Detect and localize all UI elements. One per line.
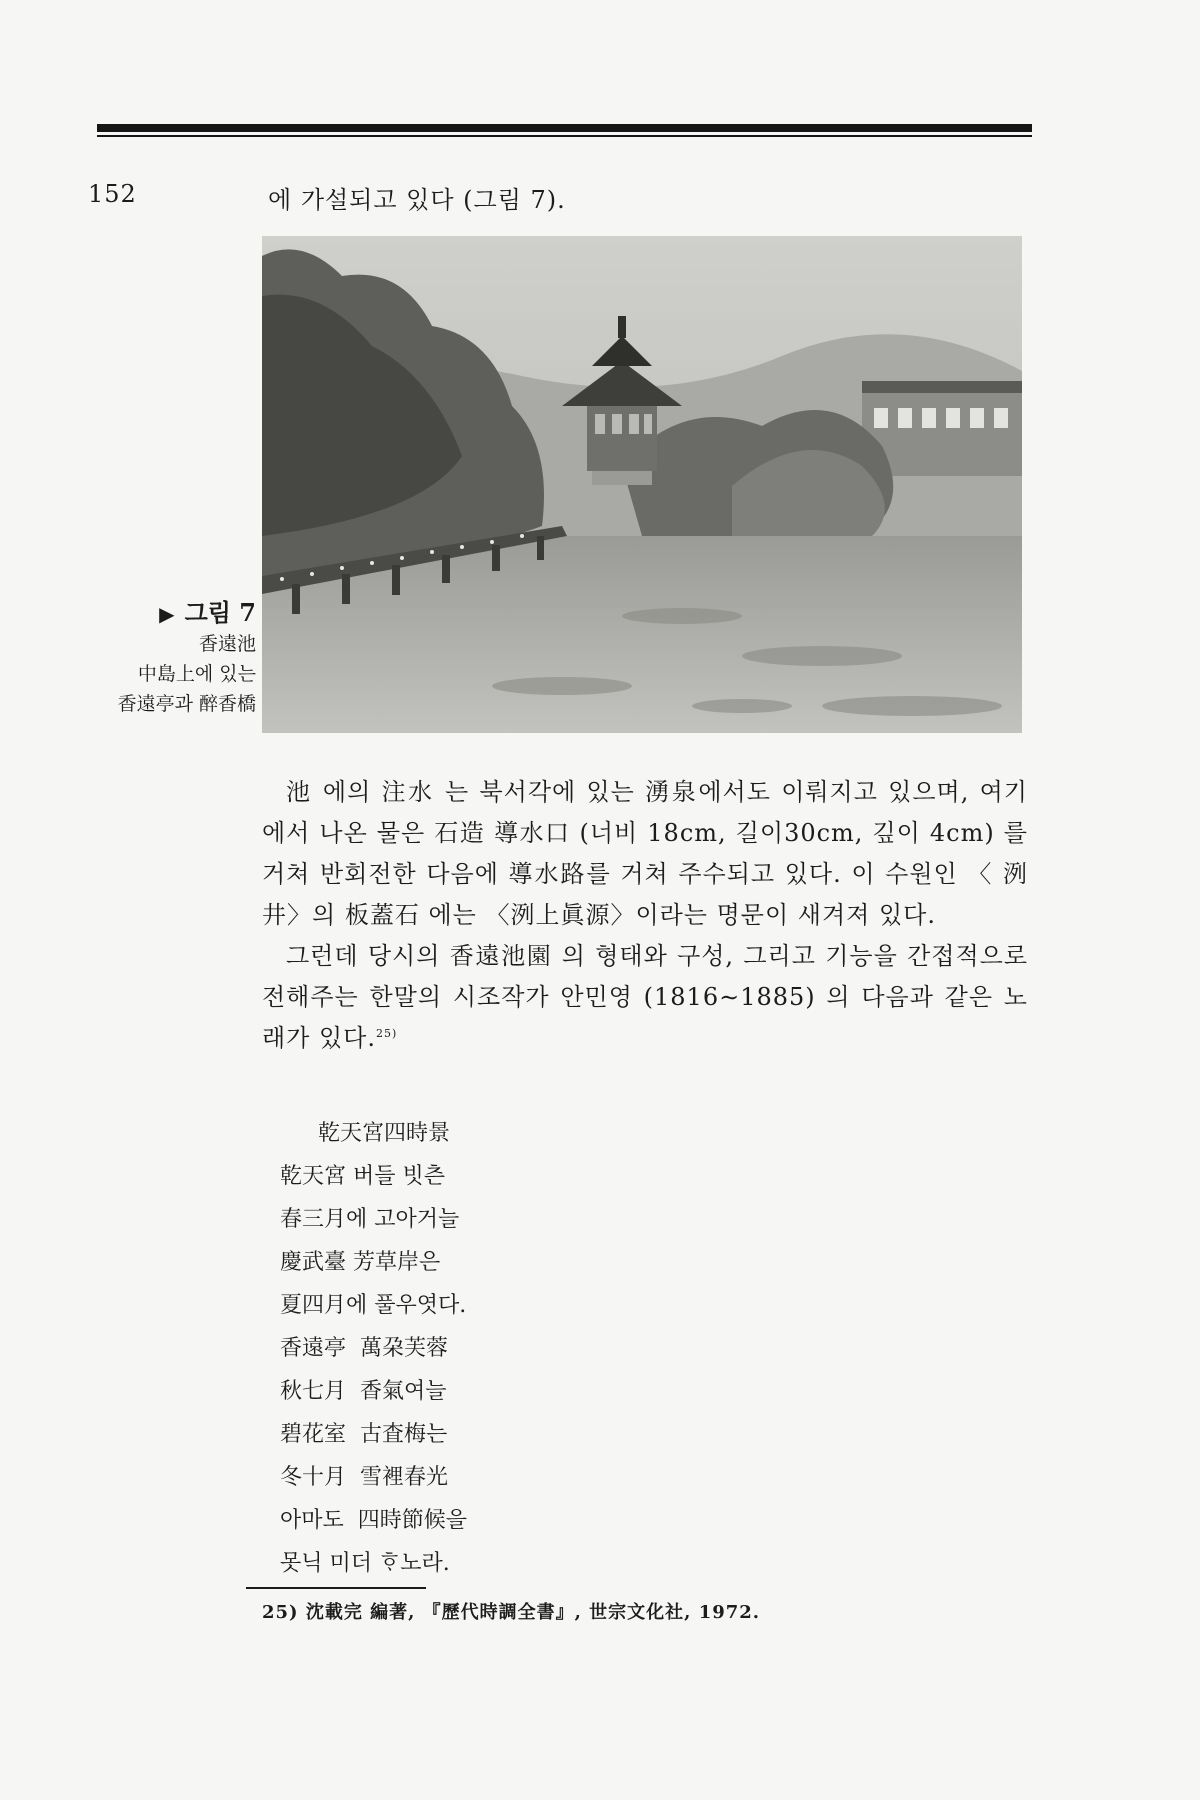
footnote-rule: [246, 1587, 426, 1589]
poem-line: 慶武臺 芳草岸은: [280, 1250, 441, 1275]
poem-line: 乾天宮 버들 빗츤: [280, 1164, 445, 1189]
body-text: [262, 772, 1028, 1059]
poem: [280, 1112, 467, 1585]
poem-line: 夏四月에 풀우엿다.: [280, 1293, 467, 1318]
pavilion-photo: [262, 236, 1022, 733]
caption-line: 中島上에 있는: [137, 663, 256, 685]
header-rule-thick: [97, 124, 1032, 132]
poem-line: 碧花室 古査梅는: [280, 1422, 448, 1447]
poem-line: 香遠亭 萬朶芙蓉: [280, 1336, 448, 1361]
poem-line: 秋七月 香氣여늘: [280, 1379, 447, 1404]
poem-title: 乾天宮四時景: [318, 1121, 451, 1146]
poem-line: 春三月에 고아거늘: [280, 1207, 460, 1232]
figure-photo: [262, 236, 1022, 733]
triangle-right-icon: ▶: [159, 602, 175, 626]
body-paragraph: 池 에의 注水 는 북서각에 있는 湧泉에서도 이뤄지고 있으며, 여기에서 나온 물은 石造 導水口 (너비 18cm, 길이30cm, 깊이 4cm) 를 거쳐 반회전한 다음에 導水路를 거쳐 주수되고 있다. 이 수원인 〈 洌井〉의 板蓋石 에는 〈洌上眞源〉이라는 명문이 새겨져 있다.: [262, 778, 1028, 929]
body-paragraph-2: [262, 936, 1028, 1059]
page-number: 152: [88, 180, 137, 208]
poem-line: 못닉 미더 ᄒᆞ노라.: [280, 1551, 450, 1576]
caption-line: 香遠亭과 醉香橋: [117, 693, 256, 715]
poem-line: 冬十月 雪裡春光: [280, 1465, 448, 1490]
caption-title: 그림 7: [184, 598, 256, 627]
footnote: 25) 沈載完 編著, 『歷代時調全書』, 世宗文化社, 1972.: [262, 1602, 761, 1623]
header-rule-thin: [97, 135, 1032, 137]
footnote-reference[interactable]: 25): [376, 1027, 398, 1040]
intro-line: 에 가설되고 있다 (그림 7).: [268, 186, 566, 214]
figure-caption: [70, 598, 256, 719]
caption-line: 香遠池: [198, 633, 256, 655]
body-paragraph-text: 그런데 당시의 香遠池園 의 형태와 구성, 그리고 기능을 간접적으로 전해주는 한말의 시조작가 안민영 (1816∼1885) 의 다음과 같은 노래가 있다.: [262, 942, 1028, 1052]
poem-line: 아마도 四時節候을: [280, 1508, 467, 1533]
caption-title-row: [70, 598, 256, 629]
